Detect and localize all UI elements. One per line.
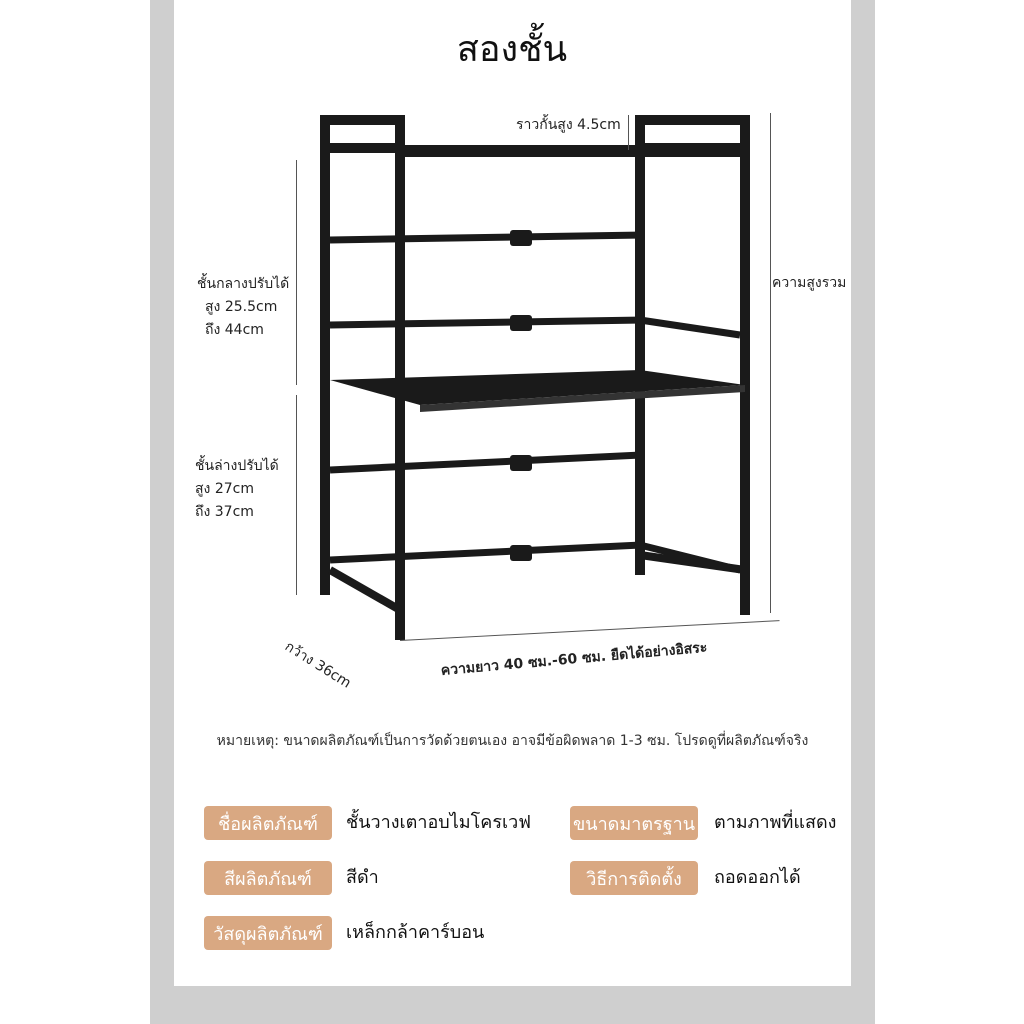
rail-height-dimline — [628, 115, 629, 150]
install-method-value: ถอดออกได้ — [714, 867, 801, 888]
material-badge: วัสดุผลิตภัณฑ์ — [204, 916, 332, 950]
standard-size-badge: ขนาดมาตรฐาน — [570, 806, 698, 840]
frame-left-border — [150, 0, 174, 1024]
material-value: เหล็กกล้าคาร์บอน — [346, 922, 485, 943]
lower-shelf-label-3: ถึง 37cm — [195, 504, 254, 520]
product-name-badge: ชื่อผลิตภัณฑ์ — [204, 806, 332, 840]
product-color-badge: สีผลิตภัณฑ์ — [204, 861, 332, 895]
standard-size-value: ตามภาพที่แสดง — [714, 812, 837, 833]
total-height-dimline — [770, 113, 771, 613]
lower-shelf-dimline — [296, 395, 297, 595]
middle-shelf-label-3: ถึง 44cm — [205, 322, 264, 338]
length-label: ความยาว 40 ซม.-60 ซม. ยืดได้อย่างอิสระ — [440, 639, 708, 679]
frame-right-border — [851, 0, 875, 1024]
width-label: กว้าง 36cm — [281, 638, 354, 692]
total-height-label: ความสูงรวม — [772, 275, 847, 291]
lower-shelf-label-1: ชั้นล่างปรับได้ — [195, 458, 279, 474]
shelf-product-image — [290, 100, 770, 640]
frame-bottom-border — [150, 986, 875, 1024]
middle-shelf-label-2: สูง 25.5cm — [205, 299, 278, 315]
page-title: สองชั้น — [456, 29, 568, 70]
middle-shelf-dimline — [296, 160, 297, 385]
rail-height-label: ราวกั้นสูง 4.5cm — [516, 117, 621, 133]
product-color-value: สีดำ — [346, 867, 379, 888]
disclaimer-note: หมายเหตุ: ขนาดผลิตภัณฑ์เป็นการวัดด้วยตนเอง อาจมีข้อผิดพลาด 1-3 ซม. โปรดดูที่ผลิตภัณฑ์จริง — [216, 733, 809, 749]
product-name-value: ชั้นวางเตาอบไมโครเวฟ — [346, 812, 532, 833]
middle-shelf-label-1: ชั้นกลางปรับได้ — [197, 276, 290, 292]
install-method-badge: วิธีการติดตั้ง — [570, 861, 698, 895]
lower-shelf-label-2: สูง 27cm — [195, 481, 254, 497]
